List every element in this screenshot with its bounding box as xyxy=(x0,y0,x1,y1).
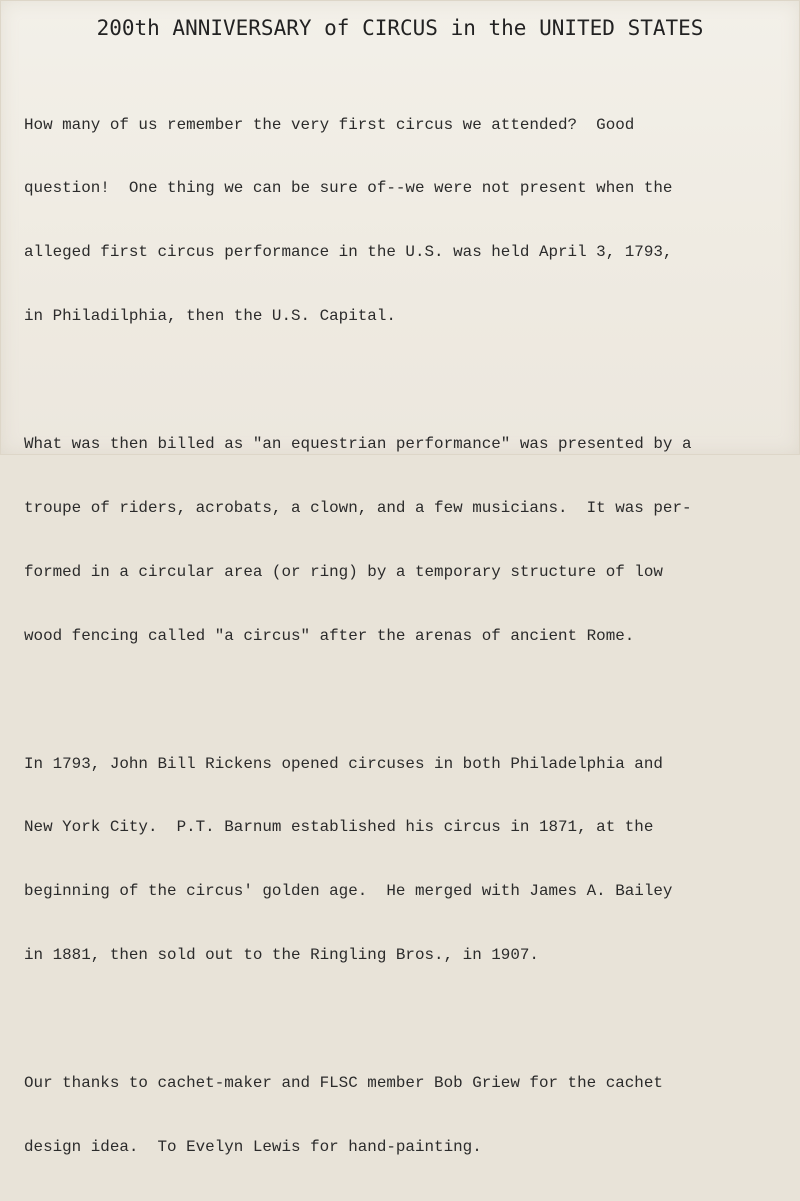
text-line: troupe of riders, acrobats, a clown, and a few musicians. It was per- xyxy=(24,498,692,517)
paragraph-acknowledgements xyxy=(24,1030,790,1200)
text-line: In 1793, John Bill Rickens opened circuses in both Philadelphia and xyxy=(24,754,663,773)
text-line: formed in a circular area (or ring) by a temporary structure of low xyxy=(24,562,663,581)
text-line: Our thanks to cachet-maker and FLSC member Bob Griew for the cachet xyxy=(24,1073,663,1092)
text-line: design idea. To Evelyn Lewis for hand-painting. xyxy=(24,1137,482,1156)
text-line: New York City. P.T. Barnum established his circus in 1871, at the xyxy=(24,818,654,837)
text-line: beginning of the circus' golden age. He merged with James A. Bailey xyxy=(24,882,673,901)
paragraph-first-circus xyxy=(24,72,790,370)
paragraph-equestrian-performance xyxy=(24,391,790,689)
card-body xyxy=(24,72,790,1201)
text-line: wood fencing called "a circus" after the arenas of ancient Rome. xyxy=(24,626,635,645)
text-line: in 1881, then sold out to the Ringling Bros., in 1907. xyxy=(24,946,539,965)
text-line: question! One thing we can be sure of--we were not present when the xyxy=(24,179,673,198)
text-line: alleged first circus performance in the U.S. was held April 3, 1793, xyxy=(24,243,673,262)
text-line: How many of us remember the very first circus we attended? Good xyxy=(24,115,635,134)
text-line: What was then billed as "an equestrian performance" was presented by a xyxy=(24,435,692,454)
text-line: in Philadilphia, then the U.S. Capital. xyxy=(24,307,396,326)
paragraph-circus-history xyxy=(24,711,790,1009)
card-title: 200th ANNIVERSARY of CIRCUS in the UNITED STATES xyxy=(96,16,704,40)
